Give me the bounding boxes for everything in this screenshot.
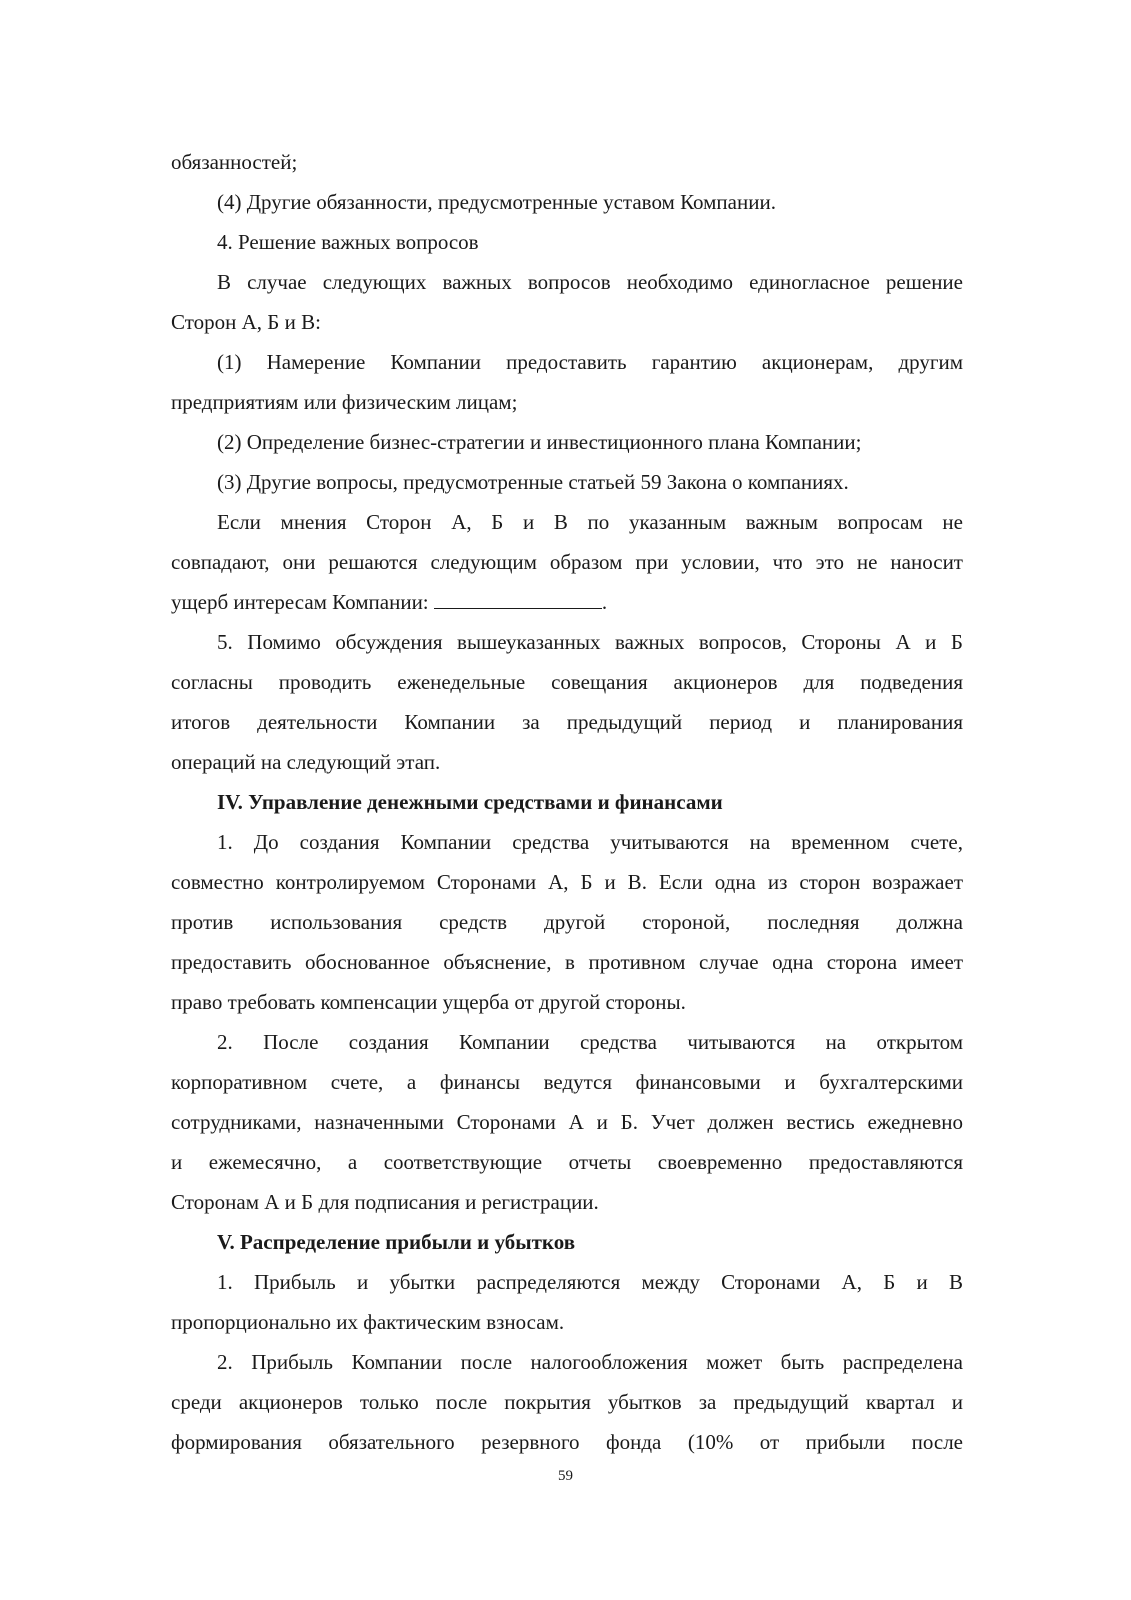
text-line: 5. Помимо обсуждения вышеуказанных важных вопросов, Стороны А и Б xyxy=(217,630,963,654)
text-line: (3) Другие вопросы, предусмотренные статьей 59 Закона о компаниях. xyxy=(217,470,849,494)
fill-in-blank xyxy=(434,592,602,609)
clause-heading: 4. Решение важных вопросов xyxy=(217,230,479,254)
section-heading: IV. Управление денежными средствами и финансами xyxy=(217,790,723,814)
text-line: (1) Намерение Компании предоставить гарантию акционерам, другим xyxy=(217,350,963,374)
text-line: Сторонам А и Б для подписания и регистрации. xyxy=(171,1190,599,1214)
text-line: предприятиям или физическим лицам; xyxy=(171,390,518,414)
text-line: операций на следующий этап. xyxy=(171,750,441,774)
text-line: и ежемесячно, а соответствующие отчеты своевременно предоставляются xyxy=(171,1150,963,1174)
text-line: Если мнения Сторон А, Б и В по указанным важным вопросам не xyxy=(217,510,963,534)
text-line: совместно контролируемом Сторонами А, Б и В. Если одна из сторон возражает xyxy=(171,870,963,894)
blank-suffix: . xyxy=(601,590,608,614)
text-line: 1. Прибыль и убытки распределяются между Сторонами А, Б и В xyxy=(217,1270,963,1294)
text-line-with-blank xyxy=(171,582,963,622)
text-line: совпадают, они решаются следующим образом при условии, что это не наносит xyxy=(171,550,963,574)
text-line: предоставить обоснованное объяснение, в противном случае одна сторона имеет xyxy=(171,950,963,974)
section-heading: V. Распределение прибыли и убытков xyxy=(217,1230,576,1254)
text-line: сотрудниками, назначенными Сторонами А и Б. Учет должен вестись ежедневно xyxy=(171,1110,963,1134)
text-line: 2. Прибыль Компании после налогообложения может быть распределена xyxy=(217,1350,963,1374)
text-line: 1. До создания Компании средства учитываются на временном счете, xyxy=(217,830,963,854)
text-line: итогов деятельности Компании за предыдущий период и планирования xyxy=(171,710,963,734)
text-line: обязанностей; xyxy=(171,150,298,174)
text-line: корпоративном счете, а финансы ведутся финансовыми и бухгалтерскими xyxy=(171,1070,963,1094)
text-line: против использования средств другой стороной, последняя должна xyxy=(171,910,963,934)
text-line: (4) Другие обязанности, предусмотренные уставом Компании. xyxy=(217,190,776,214)
text-line: согласны проводить еженедельные совещания акционеров для подведения xyxy=(171,670,963,694)
document-body xyxy=(171,142,963,1462)
text-line: формирования обязательного резервного фонда (10% от прибыли после xyxy=(171,1430,963,1454)
text-line: среди акционеров только после покрытия убытков за предыдущий квартал и xyxy=(171,1390,963,1414)
text-line: пропорционально их фактическим взносам. xyxy=(171,1310,565,1334)
text-line: ущерб интересам Компании: xyxy=(171,590,434,614)
page-number: 59 xyxy=(558,1468,573,1484)
text-line: (2) Определение бизнес-стратегии и инвестиционного плана Компании; xyxy=(217,430,862,454)
text-line: В случае следующих важных вопросов необходимо единогласное решение xyxy=(217,270,963,294)
text-line: Сторон А, Б и В: xyxy=(171,310,321,334)
text-line: 2. После создания Компании средства читываются на открытом xyxy=(217,1030,963,1054)
text-line: право требовать компенсации ущерба от другой стороны. xyxy=(171,990,686,1014)
